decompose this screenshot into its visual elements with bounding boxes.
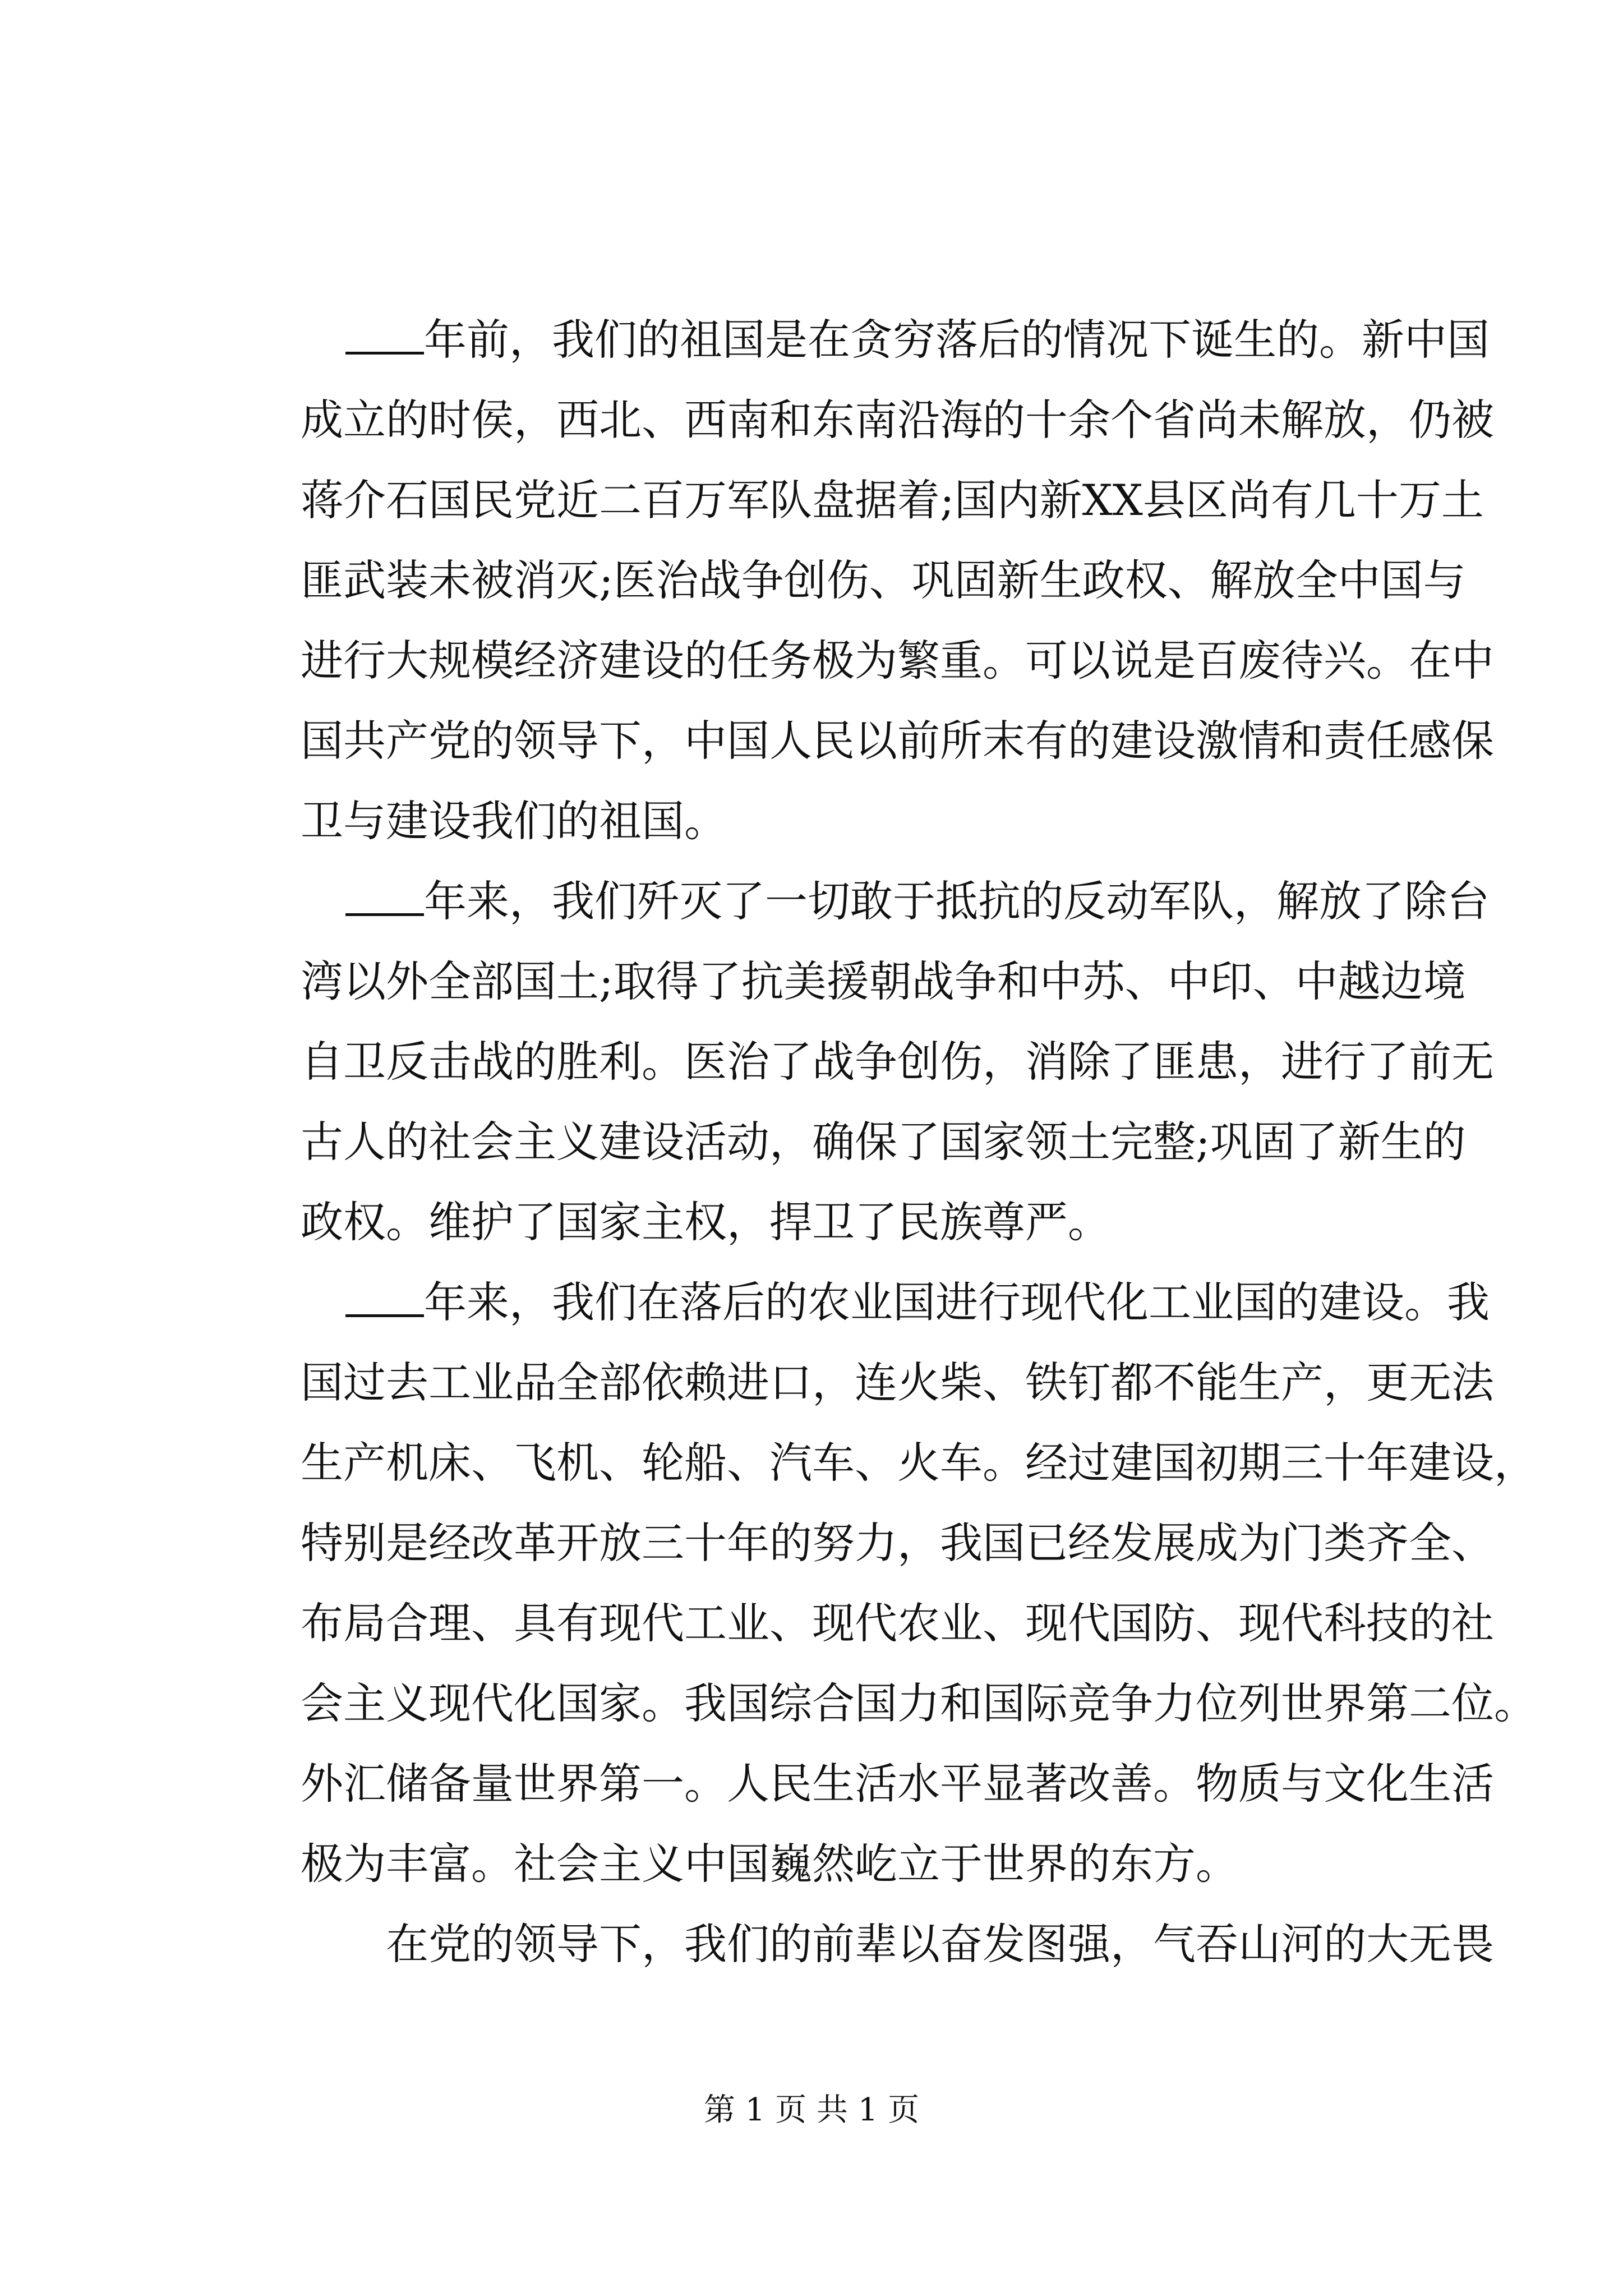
paragraph-1-line-5 — [301, 624, 1494, 697]
paragraph-3-line-1 — [301, 1266, 1490, 1339]
line-text: 年前，我们的祖国是在贪穷落后的情况下诞生的。新中国 — [424, 315, 1490, 365]
paragraph-2-line-5 — [301, 1186, 1411, 1259]
line-text: 卫与建设我们的祖国。 — [301, 796, 727, 846]
paragraph-1-line-6 — [301, 705, 1494, 777]
line-text: 极为丰富。社会主义中国巍然屹立于世界的东方。 — [301, 1839, 1238, 1889]
paragraph-3-line-7 — [301, 1747, 1494, 1820]
line-text: 特别是经改革开放三十年的努力，我国已经发展成为门类齐全、 — [301, 1518, 1494, 1568]
fill-in-blank — [345, 312, 424, 355]
paragraph-2-line-2 — [301, 945, 1466, 1018]
line-text: 自卫反击战的胜利。医治了战争创伤，消除了匪患，进行了前无 — [301, 1037, 1494, 1087]
line-text: 会主义现代化国家。我国综合国力和国际竞争力位列世界第二位。 — [301, 1678, 1537, 1728]
paragraph-3-line-5 — [301, 1587, 1494, 1660]
paragraph-1-line-2 — [301, 384, 1494, 457]
line-text: 在党的领导下，我们的前辈以奋发图强，气吞山河的大无畏 — [386, 1919, 1494, 1969]
line-text: 蒋介石国民党近二百万军队盘据着;国内新XX县区尚有几十万土 — [301, 475, 1484, 525]
paragraph-2-line-4 — [301, 1106, 1466, 1179]
line-text: 国共产党的领导下，中国人民以前所末有的建设激情和责任感保 — [301, 716, 1494, 766]
paragraph-3-line-6 — [301, 1667, 1537, 1740]
paragraph-1-line-1 — [301, 303, 1490, 376]
line-text: 政权。维护了国家主权，捍卫了民族尊严。 — [301, 1197, 1110, 1247]
line-text: 国过去工业品全部依赖进口，连火柴、铁钉都不能生产，更无法 — [301, 1358, 1494, 1407]
page-number-label: 第 1 页 共 1 页 — [703, 2092, 920, 2128]
line-text: 年来，我们在落后的农业国进行现代化工业国的建设。我 — [424, 1277, 1490, 1327]
paragraph-3-line-4 — [301, 1507, 1494, 1580]
fill-in-blank — [345, 1275, 424, 1317]
line-text: 湾以外全部国土;取得了抗美援朝战争和中苏、中印、中越边境 — [301, 956, 1466, 1006]
paragraph-1-line-4 — [301, 544, 1466, 617]
paragraph-2-line-1 — [301, 865, 1490, 938]
line-text: 古人的社会主义建设活动，确保了国家领土完整;巩固了新生的 — [301, 1117, 1466, 1167]
paragraph-3-line-3 — [301, 1427, 1537, 1499]
line-text: 进行大规模经济建设的任务极为繁重。可以说是百废待兴。在中 — [301, 636, 1494, 685]
line-text: 成立的时侯，西北、西南和东南沿海的十余个省尚未解放，仍被 — [301, 395, 1494, 445]
line-text: 年来，我们歼灭了一切敢于抵抗的反动军队，解放了除台 — [424, 876, 1490, 926]
paragraph-3-line-8 — [301, 1828, 1411, 1901]
paragraph-1-line-3 — [301, 464, 1484, 537]
line-text: 布局合理、具有现代工业、现代农业、现代国防、现代科技的社 — [301, 1598, 1494, 1648]
paragraph-2-line-3 — [301, 1025, 1494, 1098]
line-text: 生产机床、飞机、轮船、汽车、火车。经过建国初期三十年建设， — [301, 1438, 1537, 1488]
paragraph-3-line-2 — [301, 1346, 1494, 1419]
paragraph-1-line-7 — [301, 785, 1411, 858]
paragraph-4-line-1 — [386, 1908, 1494, 1981]
line-text: 外汇储备量世界第一。人民生活水平显著改善。物质与文化生活 — [301, 1759, 1494, 1809]
fill-in-blank — [345, 874, 424, 916]
line-text: 匪武装未被消灭;医治战争创伤、巩固新生政权、解放全中国与 — [301, 555, 1466, 605]
page-footer — [0, 2088, 1623, 2133]
